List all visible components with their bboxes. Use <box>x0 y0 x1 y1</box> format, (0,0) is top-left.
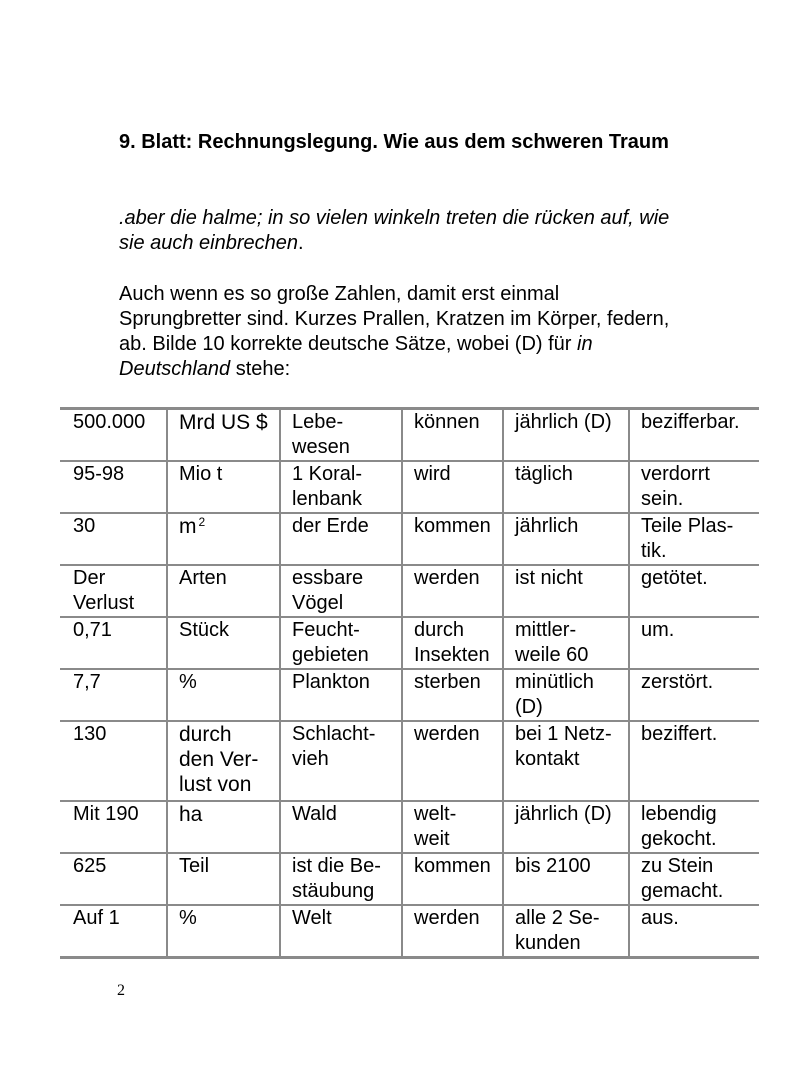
cell-verb <box>402 461 503 513</box>
cell-unit <box>167 721 280 801</box>
cell-number <box>60 565 167 617</box>
cell-text: Auf 1 <box>73 907 120 929</box>
cell-text: mittler- <box>515 619 577 641</box>
cell-verb <box>402 669 503 721</box>
cell-noun <box>280 669 402 721</box>
cell-verb <box>402 801 503 853</box>
cell-text: Arten <box>179 567 227 589</box>
cell-text: lebendig <box>641 803 717 825</box>
cell-text: der Erde <box>292 515 369 537</box>
cell-text: vieh <box>292 748 329 770</box>
cell-text: lust von <box>179 773 252 796</box>
quote-end: . <box>298 232 304 254</box>
cell-text: Teile Plas- <box>641 515 734 537</box>
cell-text: jährlich (D) <box>515 411 612 433</box>
cell-text: kommen <box>414 515 491 537</box>
cell-number <box>60 461 167 513</box>
cell-text: Feucht- <box>292 619 360 641</box>
cell-verb <box>402 721 503 801</box>
cell-text: tik. <box>641 540 667 562</box>
cell-time <box>503 617 629 669</box>
cell-verb <box>402 853 503 905</box>
cell-noun <box>280 409 402 462</box>
cell-noun <box>280 565 402 617</box>
cell-text: werden <box>414 907 480 929</box>
cell-text: (D) <box>515 696 543 718</box>
instructions-before: Auch wenn es so große Zahlen, damit erst einmal Sprungbretter sind. Kurzes Prallen, Kratzen im Körper, federn, ab. Bilde 10 korrekte deutsche Sätze, wobei (D) für <box>119 283 670 355</box>
cell-text: zerstört. <box>641 671 714 693</box>
table-row <box>60 513 759 565</box>
cell-text: sterben <box>414 671 481 693</box>
cell-text: zu Stein <box>641 855 714 877</box>
cell-time <box>503 513 629 565</box>
cell-verb <box>402 565 503 617</box>
cell-verb <box>402 513 503 565</box>
cell-text: gekocht. <box>641 828 717 850</box>
cell-ending <box>629 721 759 801</box>
cell-time <box>503 461 629 513</box>
cell-number <box>60 513 167 565</box>
cell-text: 0,71 <box>73 619 112 641</box>
cell-text: ist die Be- <box>292 855 381 877</box>
cell-text: 95-98 <box>73 463 125 485</box>
cell-unit <box>167 409 280 462</box>
cell-noun <box>280 853 402 905</box>
cell-text: minütlich <box>515 671 594 693</box>
cell-text: stäubung <box>292 880 375 902</box>
cell-number <box>60 905 167 958</box>
cell-text: % <box>179 907 197 929</box>
cell-text: gemacht. <box>641 880 724 902</box>
cell-noun <box>280 801 402 853</box>
cell-text: jährlich (D) <box>515 803 612 825</box>
cell-text: Mio t <box>179 463 223 485</box>
table-row <box>60 669 759 721</box>
cell-text: durch <box>179 723 232 746</box>
cell-ending <box>629 853 759 905</box>
table-row <box>60 801 759 853</box>
cell-text: wird <box>414 463 451 485</box>
cell-text: weile 60 <box>515 644 589 666</box>
word-table <box>60 407 759 959</box>
cell-text: welt- <box>414 803 457 825</box>
cell-text: lenbank <box>292 488 363 510</box>
cell-ending <box>629 617 759 669</box>
cell-text: beziffert. <box>641 723 718 745</box>
instructions <box>119 282 679 382</box>
cell-ending <box>629 669 759 721</box>
cell-noun <box>280 617 402 669</box>
cell-text: können <box>414 411 480 433</box>
cell-ending <box>629 565 759 617</box>
cell-text: bezifferbar. <box>641 411 740 433</box>
cell-text: 30 <box>73 515 96 537</box>
cell-text: 625 <box>73 855 107 877</box>
cell-number <box>60 617 167 669</box>
cell-text: 500.000 <box>73 411 146 433</box>
table-row <box>60 617 759 669</box>
cell-time <box>503 721 629 801</box>
cell-text: gebieten <box>292 644 369 666</box>
cell-text: Insekten <box>414 644 490 666</box>
cell-verb <box>402 409 503 462</box>
cell-text: Teil <box>179 855 210 877</box>
cell-unit <box>167 513 280 565</box>
cell-unit <box>167 617 280 669</box>
cell-number <box>60 801 167 853</box>
cell-text: um. <box>641 619 675 641</box>
cell-ending <box>629 801 759 853</box>
cell-text: Schlacht- <box>292 723 376 745</box>
instructions-after: stehe: <box>230 358 291 380</box>
cell-unit <box>167 669 280 721</box>
table-row <box>60 721 759 801</box>
instructions-emphasis: in Deutschland <box>119 333 593 380</box>
cell-noun <box>280 721 402 801</box>
cell-text: Lebe- <box>292 411 344 433</box>
table-row <box>60 409 759 462</box>
cell-noun <box>280 461 402 513</box>
cell-text: den Ver- <box>179 748 259 771</box>
cell-text: Welt <box>292 907 332 929</box>
cell-noun <box>280 513 402 565</box>
cell-text: ha <box>179 803 203 826</box>
word-table-body <box>60 409 759 958</box>
cell-text: verdorrt <box>641 463 710 485</box>
cell-text: werden <box>414 723 480 745</box>
cell-number <box>60 853 167 905</box>
cell-ending <box>629 905 759 958</box>
intro-quote <box>119 206 679 256</box>
cell-time <box>503 565 629 617</box>
table-row <box>60 853 759 905</box>
cell-unit <box>167 565 280 617</box>
cell-time <box>503 801 629 853</box>
cell-unit <box>167 905 280 958</box>
cell-ending <box>629 461 759 513</box>
cell-text: durch <box>414 619 465 641</box>
cell-time <box>503 853 629 905</box>
cell-text: Wald <box>292 803 337 825</box>
cell-verb <box>402 617 503 669</box>
exponent: 2 <box>198 515 206 529</box>
cell-text: werden <box>414 567 480 589</box>
cell-text: Stück <box>179 619 230 641</box>
cell-ending <box>629 513 759 565</box>
cell-text: kontakt <box>515 748 580 770</box>
cell-text: 7,7 <box>73 671 101 693</box>
cell-time <box>503 409 629 462</box>
cell-text: jährlich <box>515 515 579 537</box>
cell-noun <box>280 905 402 958</box>
cell-text: bis 2100 <box>515 855 591 877</box>
cell-text: m <box>179 515 197 538</box>
cell-text: weit <box>414 828 450 850</box>
cell-text: 1 Koral- <box>292 463 363 485</box>
cell-number <box>60 409 167 462</box>
page-number: 2 <box>117 982 125 999</box>
cell-text: aus. <box>641 907 679 929</box>
cell-text: Verlust <box>73 592 135 614</box>
cell-verb <box>402 905 503 958</box>
cell-number <box>60 721 167 801</box>
quote-text: .aber die halme; in so vielen winkeln treten die rücken auf, wie sie auch einbrechen <box>119 207 670 254</box>
cell-unit <box>167 801 280 853</box>
cell-text: essbare <box>292 567 364 589</box>
cell-text: 130 <box>73 723 107 745</box>
cell-text: kommen <box>414 855 491 877</box>
cell-number <box>60 669 167 721</box>
cell-text: täglich <box>515 463 573 485</box>
cell-time <box>503 905 629 958</box>
table-row <box>60 905 759 958</box>
page-heading: 9. Blatt: Rechnungslegung. Wie aus dem schweren Traum <box>119 131 669 153</box>
cell-unit <box>167 853 280 905</box>
cell-text: kunden <box>515 932 581 954</box>
cell-unit <box>167 461 280 513</box>
cell-text: Der <box>73 567 106 589</box>
cell-text: alle 2 Se- <box>515 907 600 929</box>
cell-text: Vögel <box>292 592 344 614</box>
cell-text: Plankton <box>292 671 370 693</box>
cell-text: ist nicht <box>515 567 583 589</box>
cell-text: % <box>179 671 197 693</box>
table-row <box>60 461 759 513</box>
cell-time <box>503 669 629 721</box>
cell-text: sein. <box>641 488 684 510</box>
cell-text: wesen <box>292 436 350 458</box>
table-row <box>60 565 759 617</box>
cell-text: Mit 190 <box>73 803 139 825</box>
cell-text: getötet. <box>641 567 708 589</box>
cell-ending <box>629 409 759 462</box>
cell-text: Mrd US $ <box>179 411 268 434</box>
cell-text: bei 1 Netz- <box>515 723 612 745</box>
